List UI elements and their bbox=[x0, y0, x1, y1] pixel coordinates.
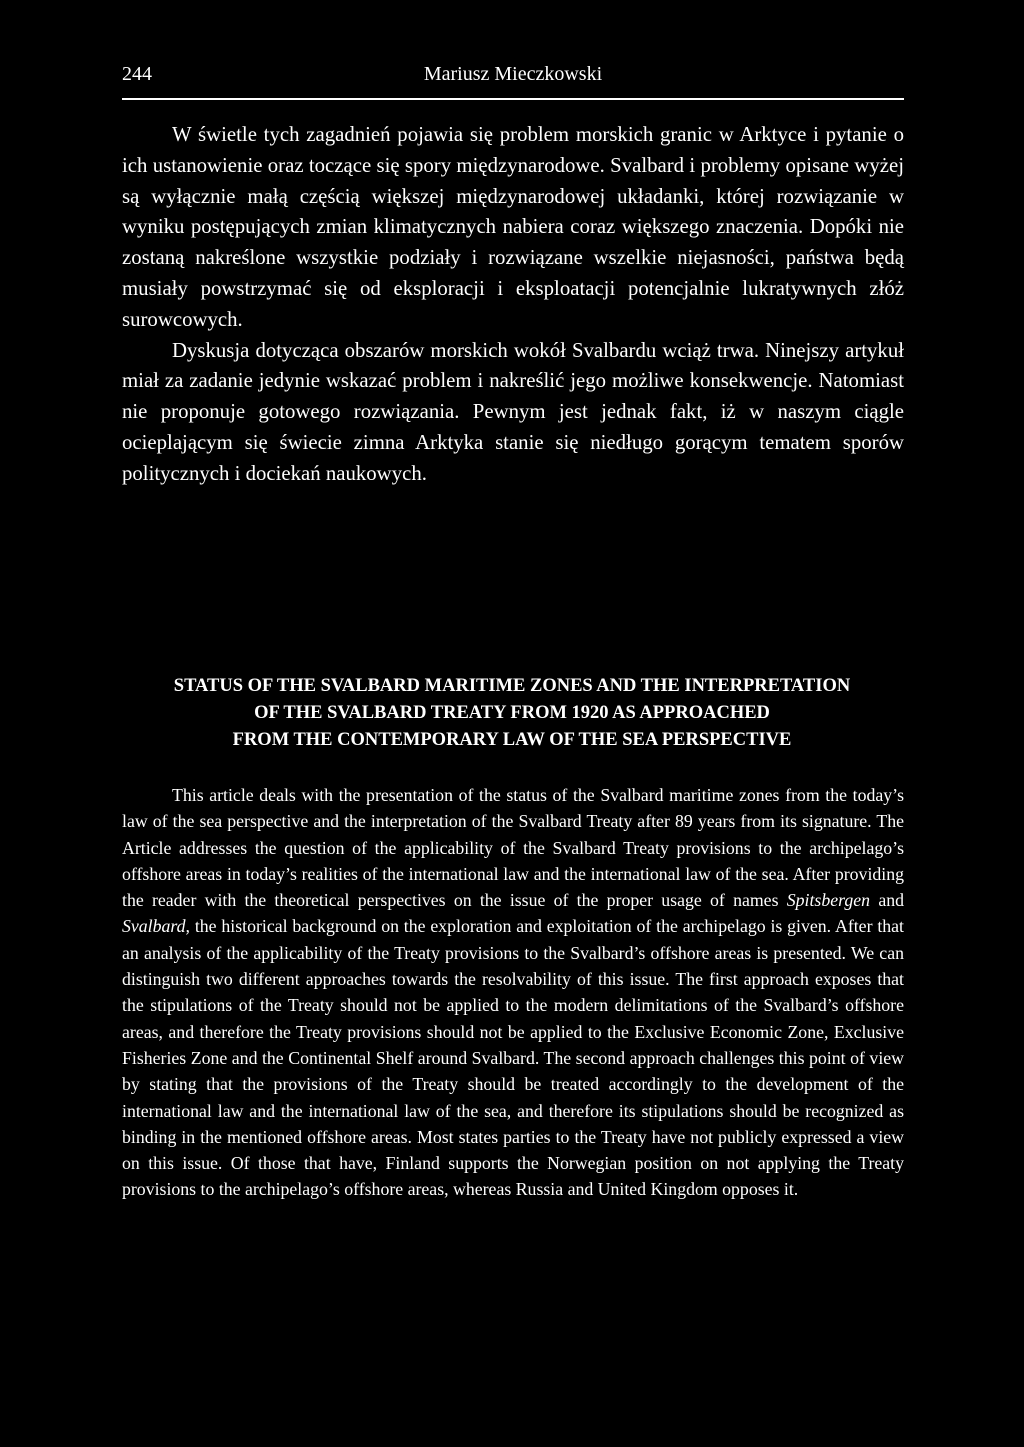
abstract-text-part-2: the historical background on the exploration and exploitation of the archipelago is given. After that an analysis of the applicability of the Treaty provisions to the Svalbard’s offshore areas is presented. We can distinguish two different approaches towards the resolvability of this issue. The first approach exposes that the stipulations of the Treaty should not be applied to the modern delimitations of the Svalbard’s offshore areas, and therefore the Treaty provisions should not be applied to the Exclusive Economic Zone, Exclusive Fisheries Zone and the Continental Shelf around Svalbard. The second approach challenges this point of view by stating that the provisions of the Treaty should be treated accordingly to the development of the international law and the international law of the sea, and therefore its stipulations should be recognized as binding in the mentioned offshore areas. Most states parties to the Treaty have not publicly expressed a view on this issue. Of those that have, Finland supports the Norwegian position on not applying the Treaty provisions to the archipelago’s offshore areas, whereas Russia and United Kingdom opposes it. bbox=[122, 916, 904, 1200]
body-paragraph-1: W świetle tych zagadnień pojawia się problem morskich granic w Arktyce i pytanie o ich ustanowienie oraz toczące się spory międzynarodowe. Svalbard i problemy opisane wyżej są wyłącznie małą częścią większej międzynarodowej układanki, której rozwiązanie w wyniku postępujących zmian klimatycznych nabiera coraz większego znaczenia. Dopóki nie zostaną nakreślone wszystkie podziały i rozwiązane wszelkie niejasności, państwa będą musiały powstrzymać się od eksploracji i eksploatacji potencjalnie lukratywnych złóż surowcowych. bbox=[122, 123, 904, 331]
main-text bbox=[122, 120, 904, 490]
body-paragraph-2: Dyskusja dotycząca obszarów morskich wokół Svalbardu wciąż trwa. Ninejszy artykuł miał za zadanie jedynie wskazać problem i nakreślić jego możliwe konsekwencje. Natomiast nie proponuje gotowego rozwiązania. Pewnym jest jednak fakt, iż w naszym ciągle ocieplającym się świecie zimna Arktyka stanie się niedługo gorącym tematem sporów politycznych i dociekań naukowych. bbox=[122, 338, 904, 485]
page-number: 244 bbox=[122, 63, 152, 85]
abstract-text-part-1: This article deals with the presentation of the status of the Svalbard maritime zones from the today’s law of the sea perspective and the interpretation of the Svalbard Treaty after 89 years from its signature. The Article addresses the question of the applicability of the Svalbard Treaty provisions to the archipelago’s offshore areas in today’s realities of the international law and the international law of the sea. After providing the reader with the theoretical perspectives on the issue of the proper usage of names bbox=[122, 785, 904, 911]
summary-title-line-1: STATUS OF THE SVALBARD MARITIME ZONES AND THE INTERPRETATION bbox=[173, 676, 851, 696]
italic-name-spitsbergen: Spitsbergen bbox=[786, 890, 871, 911]
summary-title-line-3: FROM THE CONTEMPORARY LAW OF THE SEA PERSPECTIVE bbox=[232, 730, 792, 750]
summary-title bbox=[100, 673, 924, 754]
italic-name-svalbard: Svalbard, bbox=[122, 916, 190, 937]
summary-title-line-2: OF THE SVALBARD TREATY FROM 1920 AS APPROACHED bbox=[254, 703, 770, 723]
summary-abstract bbox=[122, 782, 904, 1203]
running-head-author: Mariusz Mieczkowski bbox=[423, 63, 603, 85]
abstract-and: and bbox=[878, 890, 904, 911]
page-header bbox=[122, 58, 904, 100]
